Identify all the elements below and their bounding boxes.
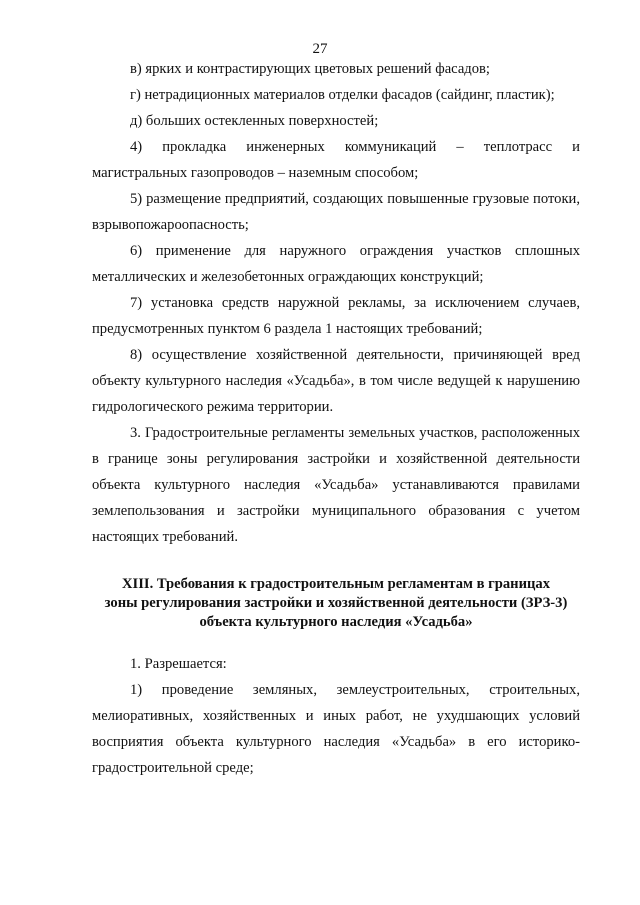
section-heading-line-1: XIII. Требования к градостроительным регламентам в границах: [122, 576, 550, 592]
paragraph-item-1: 1) проведение земляных, землеустроительных, строительных, мелиоративных, хозяйственных и иных работ, не ухудшающих условий восприятия объекта культурного наследия «Усадьба» в его историко-градостроительной среде;: [92, 682, 580, 776]
section-heading-line-2: зоны регулирования застройки и хозяйственной деятельности (ЗРЗ-3): [104, 595, 568, 611]
body-text-bottom: [92, 651, 580, 781]
paragraph-item-6: 6) применение для наружного ограждения участков сплошных металлических и железобетонных ограждающих конструкций;: [92, 243, 580, 285]
paragraph-item-8: 8) осуществление хозяйственной деятельности, причиняющей вред объекту культурного наследия «Усадьба», в том числе ведущей к нарушению гидрологического режима территории.: [92, 347, 580, 415]
body-text-top: [92, 56, 580, 550]
paragraph-clause-1: 1. Разрешается:: [130, 656, 227, 672]
paragraph-item-5: 5) размещение предприятий, создающих повышенные грузовые потоки, взрывопожароопасность;: [92, 191, 580, 233]
paragraph-item-4: 4) прокладка инженерных коммуникаций – теплотрасс и магистральных газопроводов – наземным способом;: [92, 139, 580, 181]
section-heading: [92, 575, 580, 632]
paragraph-item-g: г) нетрадиционных материалов отделки фасадов (сайдинг, пластик);: [130, 87, 555, 103]
paragraph-item-v: в) ярких и контрастирующих цветовых решений фасадов;: [130, 61, 490, 77]
page-number: 27: [312, 41, 328, 57]
paragraph-item-7: 7) установка средств наружной рекламы, за исключением случаев, предусмотренных пунктом 6 раздела 1 настоящих требований;: [92, 295, 580, 337]
section-heading-line-3: объекта культурного наследия «Усадьба»: [199, 614, 473, 630]
paragraph-item-d: д) больших остекленных поверхностей;: [130, 113, 379, 129]
paragraph-clause-3: 3. Градостроительные регламенты земельных участков, расположенных в границе зоны регулирования застройки и хозяйственной деятельности объекта культурного наследия «Усадьба» устанавливаются правилами землепользования и застройки муниципального образования с учетом настоящих требований.: [92, 425, 580, 545]
